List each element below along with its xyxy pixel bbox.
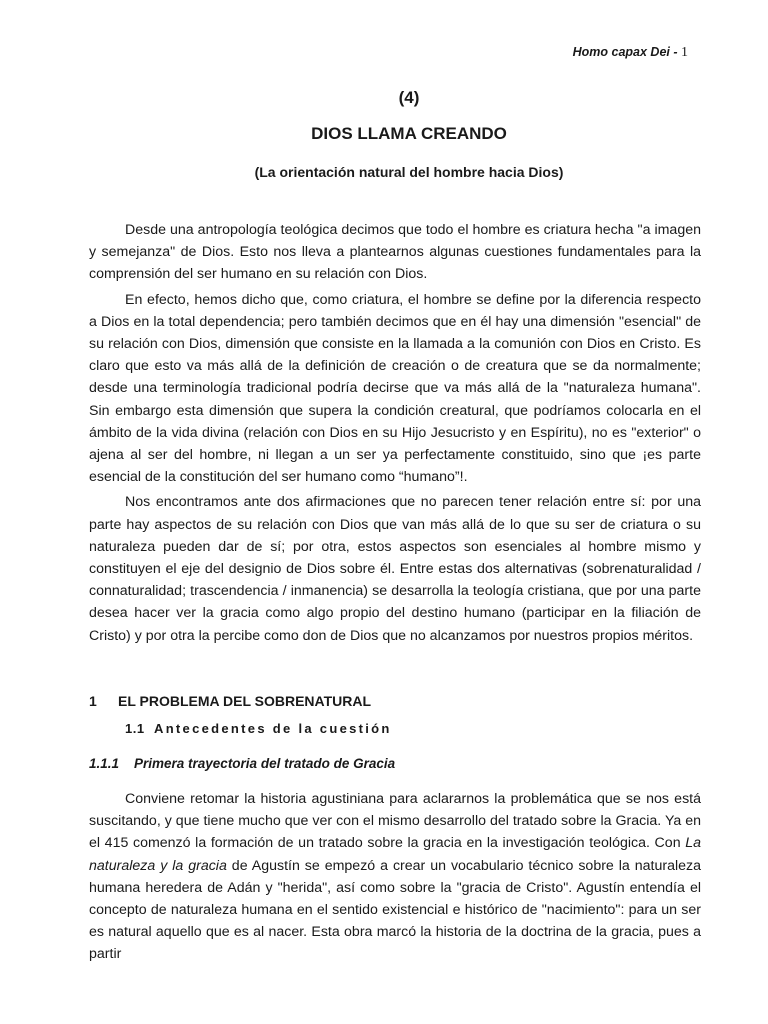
subsection-title: Antecedentes de la cuestión: [154, 721, 392, 736]
section-paragraph: [89, 788, 701, 966]
paragraph-text-start: Conviene retomar la historia agustiniana para aclararnos la problemática que se nos está suscitando, y que tiene mucho que ver con el mismo desarrollo del tratado sobre la Gracia. Ya en el 415 comenzó la formación de un tratado sobre la gracia en la investigación teológica. Con: [89, 791, 701, 852]
subsubsection-heading: [89, 756, 395, 771]
section-number: 1: [89, 693, 97, 709]
subsubsection-number: 1.1.1: [89, 756, 120, 771]
section-title: EL PROBLEMA DEL SOBRENATURAL: [118, 693, 372, 709]
intro-paragraph: Nos encontramos ante dos afirmaciones que no parecen tener relación entre sí: por una parte hay aspectos de su relación con Dios que van más allá de lo que su ser de criatura o su naturaleza pueden dar de sí; por otra, estos aspectos son esenciales al hombre mismo y constituyen el eje del designio de Dios sobre él. Entre estas dos alternativas (sobrenaturalidad / connaturalidad; trascendencia / inmanencia) se desarrolla la teología cristiana, que por una parte desea hacer ver la gracia como algo propio del destino humano (participar en la filiación de Cristo) y por otra la percibe como don de Dios que no alcanzamos por nuestros propios méritos.: [89, 494, 701, 644]
intro-paragraph: Desde una antropología teológica decimos que todo el hombre es criatura hecha "a imagen y semejanza" de Dios. Esto nos lleva a plantearnos algunas cuestiones fundamentales para la comprensión del ser humano en su relación con Dios.: [89, 222, 701, 283]
paragraph-text-end: de Agustín se empezó a crear un vocabulario técnico sobre la naturaleza humana heredera de Adán y "herida", así como sobre la "gracia de Cristo". Agustín entendía el concepto de naturaleza humana en el sentido existencial e histórico de "nacimiento": para un ser es natural aquello que es al nacer. Esta obra marcó la historia de la doctrina de la gracia, pues a partir: [89, 857, 701, 963]
section-heading: [89, 693, 371, 709]
subsubsection-title: Primera trayectoria del tratado de Gracia: [134, 756, 396, 771]
section-body: [89, 788, 701, 966]
chapter-number: (4): [398, 88, 420, 107]
page-number: 1: [681, 45, 688, 60]
intro-paragraph: En efecto, hemos dicho que, como criatura, el hombre se define por la diferencia respecto a Dios en la total dependencia; pero también decimos que en él hay una dimensión "esencial" de su relación con Dios, dimensión que consiste en la llamada a la comunión con Dios en Cristo. Es claro que esto va más allá de la definición de creación o de creatura que se da normalmente; desde una terminología tradicional podría decirse que va más allá de la "naturaleza humana". Sin embargo esta dimensión que supera la condición creatural, que podríamos colocarla en el ámbito de la vida divina (relación con Dios en su Hijo Jesucristo y en Espíritu), no es "exterior" o ajena al ser del hombre, ni llegan a un ser ya perfectamente constituido, sino que ¡es parte esencial de la constitución del ser humano como “humano”!.: [89, 291, 701, 486]
subsection-number: 1.1: [125, 721, 145, 736]
running-header: [573, 45, 688, 61]
cited-work-title: La naturaleza y la gracia: [89, 835, 701, 874]
running-title: Homo capax Dei -: [572, 45, 678, 59]
chapter-title: DIOS LLAMA CREANDO: [311, 124, 507, 143]
subsection-heading: [125, 721, 392, 736]
intro-body: [89, 219, 701, 647]
chapter-subtitle: (La orientación natural del hombre hacia Dios): [254, 164, 564, 180]
